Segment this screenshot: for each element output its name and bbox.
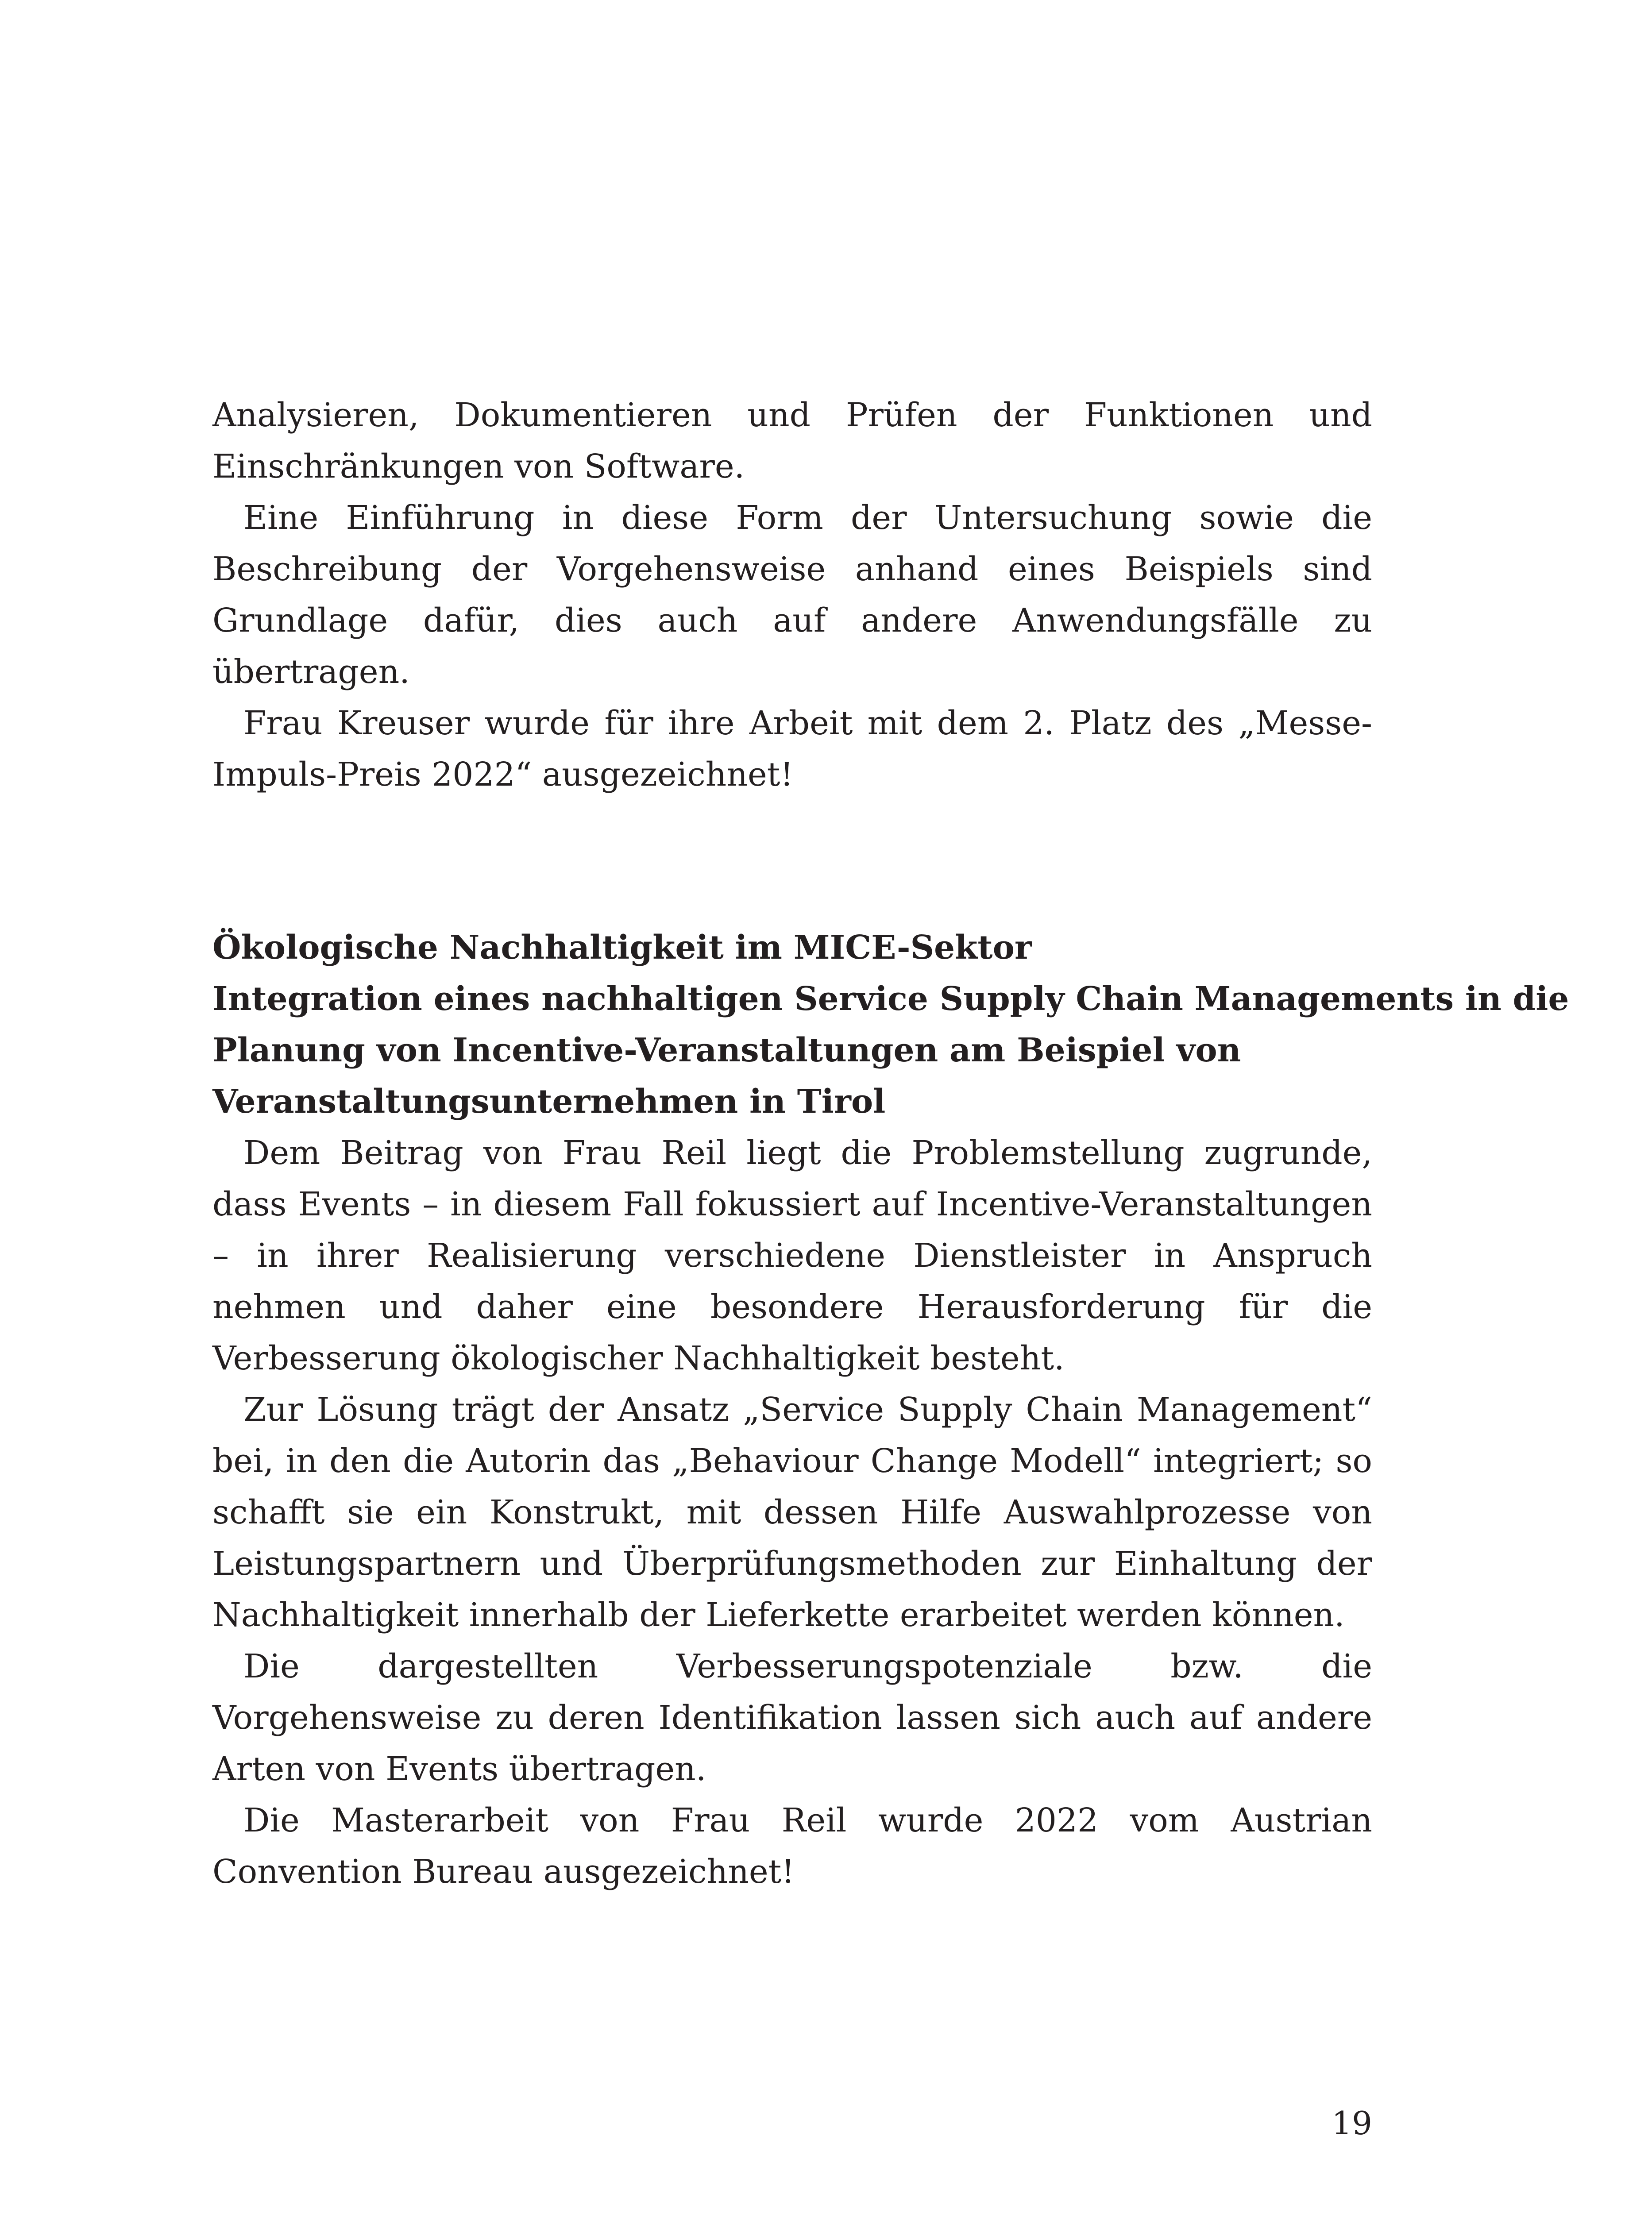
paragraph-solution-approach: Zur Lösung trägt der Ansatz „Service Supply Chain Management“ bei, in den die Autorin das „Behaviour Change Modell“ integriert; so schafft sie ein Konstrukt, mit dessen Hilfe Auswahlprozesse von Leistungspartnern und Überprüfungsmethoden zur Einhaltung der Nachhaltigkeit innerhalb der Lieferkette erarbeitet werden können. [212, 1391, 1372, 1634]
paragraph-problem-statement: Dem Beitrag von Frau Reil liegt die Problemstellung zugrunde, dass Events – in diesem Fall fokussiert auf Incentive-Veranstaltungen – in ihrer Realisierung verschiedene Dienstleister in Anspruch nehmen und daher eine besondere Herausforderung für die Verbesserung ökologischer Nachhaltigkeit besteht. [212, 1134, 1372, 1377]
section-spacer [212, 800, 1372, 922]
heading-line-subtitle-1: Integration eines nachhaltigen Service Supply Chain Managements in die [212, 980, 1569, 1018]
heading-line-subtitle-3: Veranstaltungsunternehmen in Tirol [212, 1083, 886, 1121]
paragraph-introduction: Eine Einführung in diese Form der Untersuchung sowie die Beschreibung der Vorgehensweise anhand eines Beispiels sind Grundlage dafür, dies auch auf andere Anwendungsfälle zu übertragen. [212, 499, 1372, 691]
paragraph-award-kreuser: Frau Kreuser wurde für ihre Arbeit mit dem 2. Platz des „Messe-Impuls-Preis 2022“ ausgezeichnet! [212, 704, 1372, 794]
page-number: 19 [1332, 2105, 1372, 2142]
paragraph-transferability: Die dargestellten Verbesserungspotenziale bzw. die Vorgehensweise zu deren Identifikation lassen sich auch auf andere Arten von Events übertragen. [212, 1647, 1372, 1788]
paragraph-award-reil: Die Masterarbeit von Frau Reil wurde 2022 vom Austrian Convention Bureau ausgezeichnet! [212, 1801, 1372, 1891]
paragraph-continuation: Analysieren, Dokumentieren und Prüfen der Funktionen und Einschränkungen von Software. [212, 396, 1372, 486]
section-heading [212, 922, 1569, 1127]
heading-line-title: Ökologische Nachhaltigkeit im MICE-Sektor [212, 929, 1032, 967]
heading-line-subtitle-2: Planung von Incentive-Veranstaltungen am Beispiel von [212, 1031, 1241, 1069]
page-body [212, 389, 1569, 1897]
